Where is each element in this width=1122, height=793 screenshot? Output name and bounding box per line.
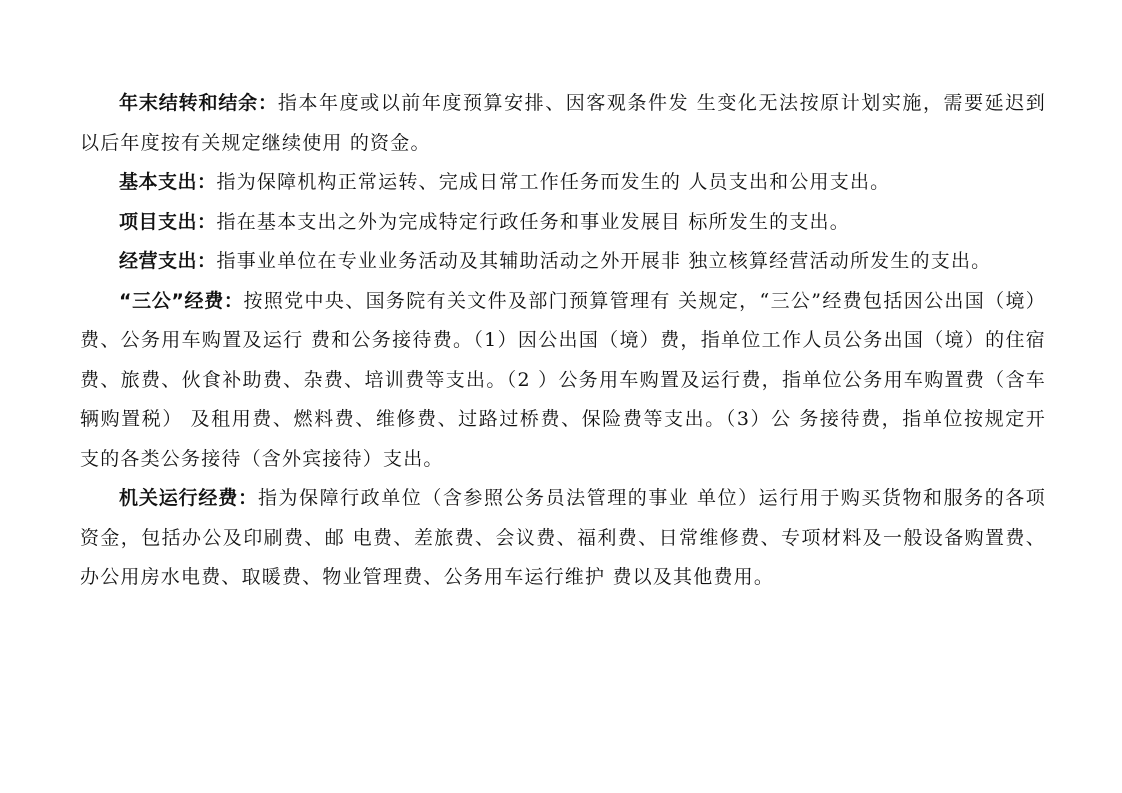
document-page: [80, 84, 1046, 598]
definition-paragraph-operating-expenditure: [80, 242, 1046, 282]
definition-text: 按照党中央、国务院有关文件及部门预算管理有 关规定，“三公”经费包括因公出国（境）费、公务用车购置及运行 费和公务接待费。（1）因公出国（境）费，指单位工作人员公务出国（境）的住宿费、旅费、伙食补助费、杂费、培训费等支出。（2 ）公务用车购置及运行费，指单位公务用车购置费（含车辆购置税） 及租用费、燃料费、维修费、过路过桥费、保险费等支出。（3）公 务接待费，指单位按规定开支的各类公务接待（含外宾接待）支出。: [80, 289, 1046, 470]
definition-text: 指在基本支出之外为完成特定行政任务和事业发展目 标所发生的支出。: [216, 210, 850, 233]
definition-term: 基本支出：: [119, 171, 217, 193]
definition-paragraph-three-public-expenses: [80, 282, 1046, 480]
definition-paragraph-project-expenditure: [80, 203, 1046, 243]
definition-paragraph-basic-expenditure: [80, 163, 1046, 203]
definition-term: 机关运行经费：: [119, 487, 258, 509]
definition-term: 经营支出：: [119, 250, 217, 272]
definition-term: 年末结转和结余：: [119, 92, 278, 114]
definition-term: 项目支出：: [119, 210, 217, 233]
definition-text: 指为保障行政单位（含参照公务员法管理的事业 单位）运行用于购买货物和服务的各项资金，包括办公及印刷费、邮 电费、差旅费、会议费、福利费、日常维修费、专项材料及一般设备购置费、办公用房水电费、取暖费、物业管理费、公务用车运行维护 费以及其他费用。: [80, 487, 1046, 588]
definition-text: 指为保障机构正常运转、完成日常工作任务而发生的 人员支出和公用支出。: [216, 171, 891, 193]
definition-paragraph-carryover: [80, 84, 1046, 163]
definition-text: 指本年度或以前年度预算安排、因客观条件发 生变化无法按原计划实施，需要延迟到以后年度按有关规定继续使用 的资金。: [80, 92, 1046, 154]
definition-paragraph-agency-operating-expenses: [80, 479, 1046, 598]
definition-text: 指事业单位在专业业务活动及其辅助活动之外开展非 独立核算经营活动所发生的支出。: [216, 250, 992, 272]
definition-term: “三公”经费：: [119, 289, 244, 312]
